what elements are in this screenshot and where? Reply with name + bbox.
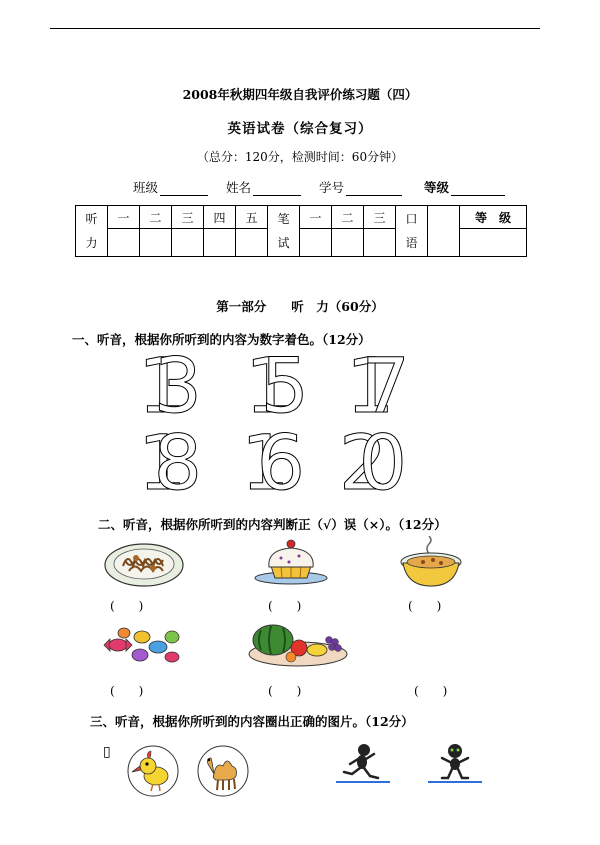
listening-col-5: 五 (236, 206, 268, 229)
listening-col-4: 四 (204, 206, 236, 229)
fruit-icon[interactable] (247, 622, 349, 668)
listening-score-4[interactable] (204, 229, 236, 257)
written-col-2: 二 (332, 206, 364, 229)
answer-paren-2[interactable]: ( ) (268, 599, 302, 613)
student-info-row (133, 178, 505, 196)
exam-title: 2008年秋期四年级自我评价练习题（四） (182, 87, 418, 102)
written-score-1[interactable] (300, 229, 332, 257)
listening-col-1: 一 (108, 206, 140, 229)
number-field[interactable] (319, 178, 402, 196)
written-col-3: 三 (364, 206, 396, 229)
name-field[interactable] (226, 178, 301, 196)
class-label: 班级 (133, 180, 159, 195)
checkbox-marker: ▯ (103, 744, 111, 760)
number-16[interactable]: 16 (241, 418, 305, 500)
question-2: 二、听音，根据你所听到的内容判断正（√）误（×）。（12分） (98, 517, 447, 532)
outline-numbers (0, 350, 600, 500)
answer-paren-3[interactable]: ( ) (408, 599, 442, 613)
answer-paren-1[interactable]: ( ) (110, 599, 144, 613)
exam-info: （总分：120分，检测时间：60分钟） (196, 150, 404, 164)
grade-score-cell[interactable] (460, 229, 527, 257)
written-header: 笔 试 (268, 206, 300, 257)
oral-score-cell[interactable] (428, 206, 460, 257)
candy-icon[interactable] (100, 625, 182, 665)
number-18[interactable]: 18 (138, 418, 202, 500)
answer-paren-6[interactable]: ( ) (414, 684, 448, 698)
grade-blank[interactable] (451, 181, 505, 196)
top-rule (50, 28, 540, 29)
listening-header: 听 力 (76, 206, 108, 257)
written-col-1: 一 (300, 206, 332, 229)
question-3: 三、听音，根据你所听到的内容圈出正确的图片。（12分） (90, 714, 414, 729)
number-17[interactable]: 17 (346, 350, 410, 430)
written-score-3[interactable] (364, 229, 396, 257)
name-blank[interactable] (253, 181, 301, 196)
class-field[interactable] (133, 178, 208, 196)
grade-label: 等级 (424, 180, 450, 195)
oral-header: 口 语 (396, 206, 428, 257)
number-13[interactable]: 13 (138, 350, 202, 430)
soup-icon[interactable] (399, 536, 463, 590)
listening-score-3[interactable] (172, 229, 204, 257)
number-15[interactable]: 15 (245, 350, 309, 430)
exam-subtitle: 英语试卷（综合复习） (227, 121, 373, 137)
jumping-figure-icon[interactable] (426, 742, 484, 788)
listening-score-5[interactable] (236, 229, 268, 257)
score-table (75, 205, 527, 257)
answer-paren-4[interactable]: ( ) (110, 684, 144, 698)
listening-col-3: 三 (172, 206, 204, 229)
part1-title: 第一部分 听 力（60分） (216, 299, 384, 314)
bird-icon[interactable] (126, 744, 180, 798)
name-label: 姓名 (226, 180, 252, 195)
number-blank[interactable] (346, 181, 402, 196)
grade-header: 等 级 (460, 206, 527, 229)
grade-field[interactable] (424, 178, 505, 196)
running-figure-icon[interactable] (334, 742, 392, 788)
listening-col-2: 二 (140, 206, 172, 229)
number-label: 学号 (319, 180, 345, 195)
listening-score-2[interactable] (140, 229, 172, 257)
camel-icon[interactable] (196, 744, 250, 798)
noodles-icon[interactable] (103, 538, 185, 588)
listening-score-1[interactable] (108, 229, 140, 257)
written-score-2[interactable] (332, 229, 364, 257)
number-20[interactable]: 20 (339, 418, 407, 500)
answer-paren-5[interactable]: ( ) (268, 684, 302, 698)
question-1: 一、听音，根据你所听到的内容为数字着色。（12分） (72, 332, 371, 347)
cake-icon[interactable] (251, 536, 331, 586)
class-blank[interactable] (160, 181, 208, 196)
